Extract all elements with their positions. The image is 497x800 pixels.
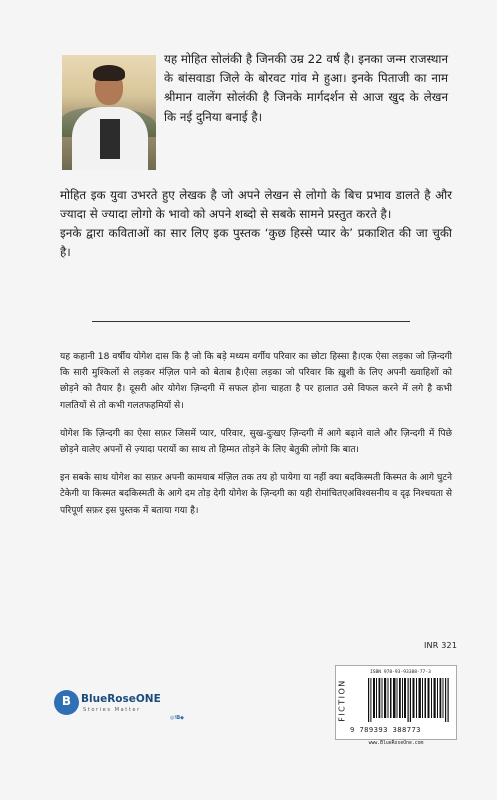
- barcode-icon: [368, 678, 450, 722]
- publisher-tagline: Stories Matter: [83, 707, 141, 713]
- publisher-name-part2: ONE: [135, 693, 161, 705]
- price-label: INR 321: [424, 641, 458, 650]
- author-books-paragraph: इनके द्वारा कविताओं का सार लिए इक पुस्तक ‘कुछ हिस्से प्यार के’ प्रकाशित की जा चुकी है।: [60, 226, 452, 259]
- author-photo: [62, 55, 156, 170]
- synopsis-paragraph-1: यह कहानी 18 वर्षीय योगेश दास कि है जो कि बड़े मध्यम वर्गीय परिवार का छोटा हिस्सा है।एक ऐसा लड़का जो ज़िन्दगी कि सारी मुश्किलों से लड़कर मंज़िल पाने को बेताब है।ऐसा लड़का जो परिवार कि ख़ुशी के लिए अपनी ख्वाहिशों को छोड़ने को तैयार है। दूसरी ओर योगेश ज़िन्दगी में सफल होना चाहता है पर हालात उसे विफल करने में लगे है कभी गलतियों से तो कभी गलतफहमियों से।: [60, 352, 452, 411]
- author-about: [60, 186, 452, 262]
- category-label: FICTION: [337, 679, 347, 722]
- book-synopsis: [60, 349, 452, 531]
- synopsis-paragraph-2: योगेश कि ज़िन्दगी का ऐसा सफ़र जिसमें प्यार, परिवार, सुख-दुःखए ज़िन्दगी में आगे बढ़ाने वाले और ज़िन्दगी में पिछे छोड़ने वालेए अपनों से ज़्यादा परायों का साथ तो हिम्मत तोड़ने के लिए बेतुकी लोगो कि बात।: [60, 428, 452, 456]
- synopsis-paragraph-3: इन सबके साथ योगेश का सफ़र अपनी कामयाब मंज़िल तक तय हो पायेगा या नहीं क्या बदकिस्मती किस्मत के आगे घुटने टेकेगी या किस्मत बदकिस्मती के आगे दम तोड़ देगी योगेश के ज़िन्दगी का यही रोमांचितएअविश्वसनीय व दृढ़ निश्चयता से परिपूर्ण सफ़र इस पुस्तक में बताया गया है।: [60, 473, 452, 516]
- photo-tie: [100, 119, 120, 159]
- barcode-panel: [335, 665, 457, 740]
- author-intro: यह मोहित सोलंकी है जिनकी उम्र 22 वर्ष है। इनका जन्म राजस्थान के बांसवाडा जिले के बोरवट गांव मे हुआ। इनके पिताजी का नाम श्रीमान वालेंग सोलंकी है जिनके मार्गदर्शन से आज खुद के लेखन कि नई दुनिया बनाई है।: [164, 52, 448, 124]
- author-about-paragraph: मोहित इक युवा उभरते हुए लेखक है जो अपने लेखन से लोगो के बिच प्रभाव डालते है और ज्यादा से ज्यादा लोगो के भावो को अपने शब्दो से सबके सामने प्रस्तुत करते है।: [60, 188, 452, 221]
- isbn-label: ISBN 978-93-93388-77-3: [370, 670, 431, 675]
- social-icons: ◎f◘◆: [170, 715, 184, 721]
- photo-hair: [93, 65, 125, 81]
- publisher-name: [81, 693, 161, 705]
- isbn-number: 9 789393 388773: [350, 725, 421, 734]
- publisher-website[interactable]: www.BlueRoseOne.com: [368, 741, 424, 746]
- publisher-logo-icon: B: [54, 690, 79, 715]
- section-divider: [92, 321, 410, 322]
- publisher-name-part1: BlueRose: [81, 693, 136, 705]
